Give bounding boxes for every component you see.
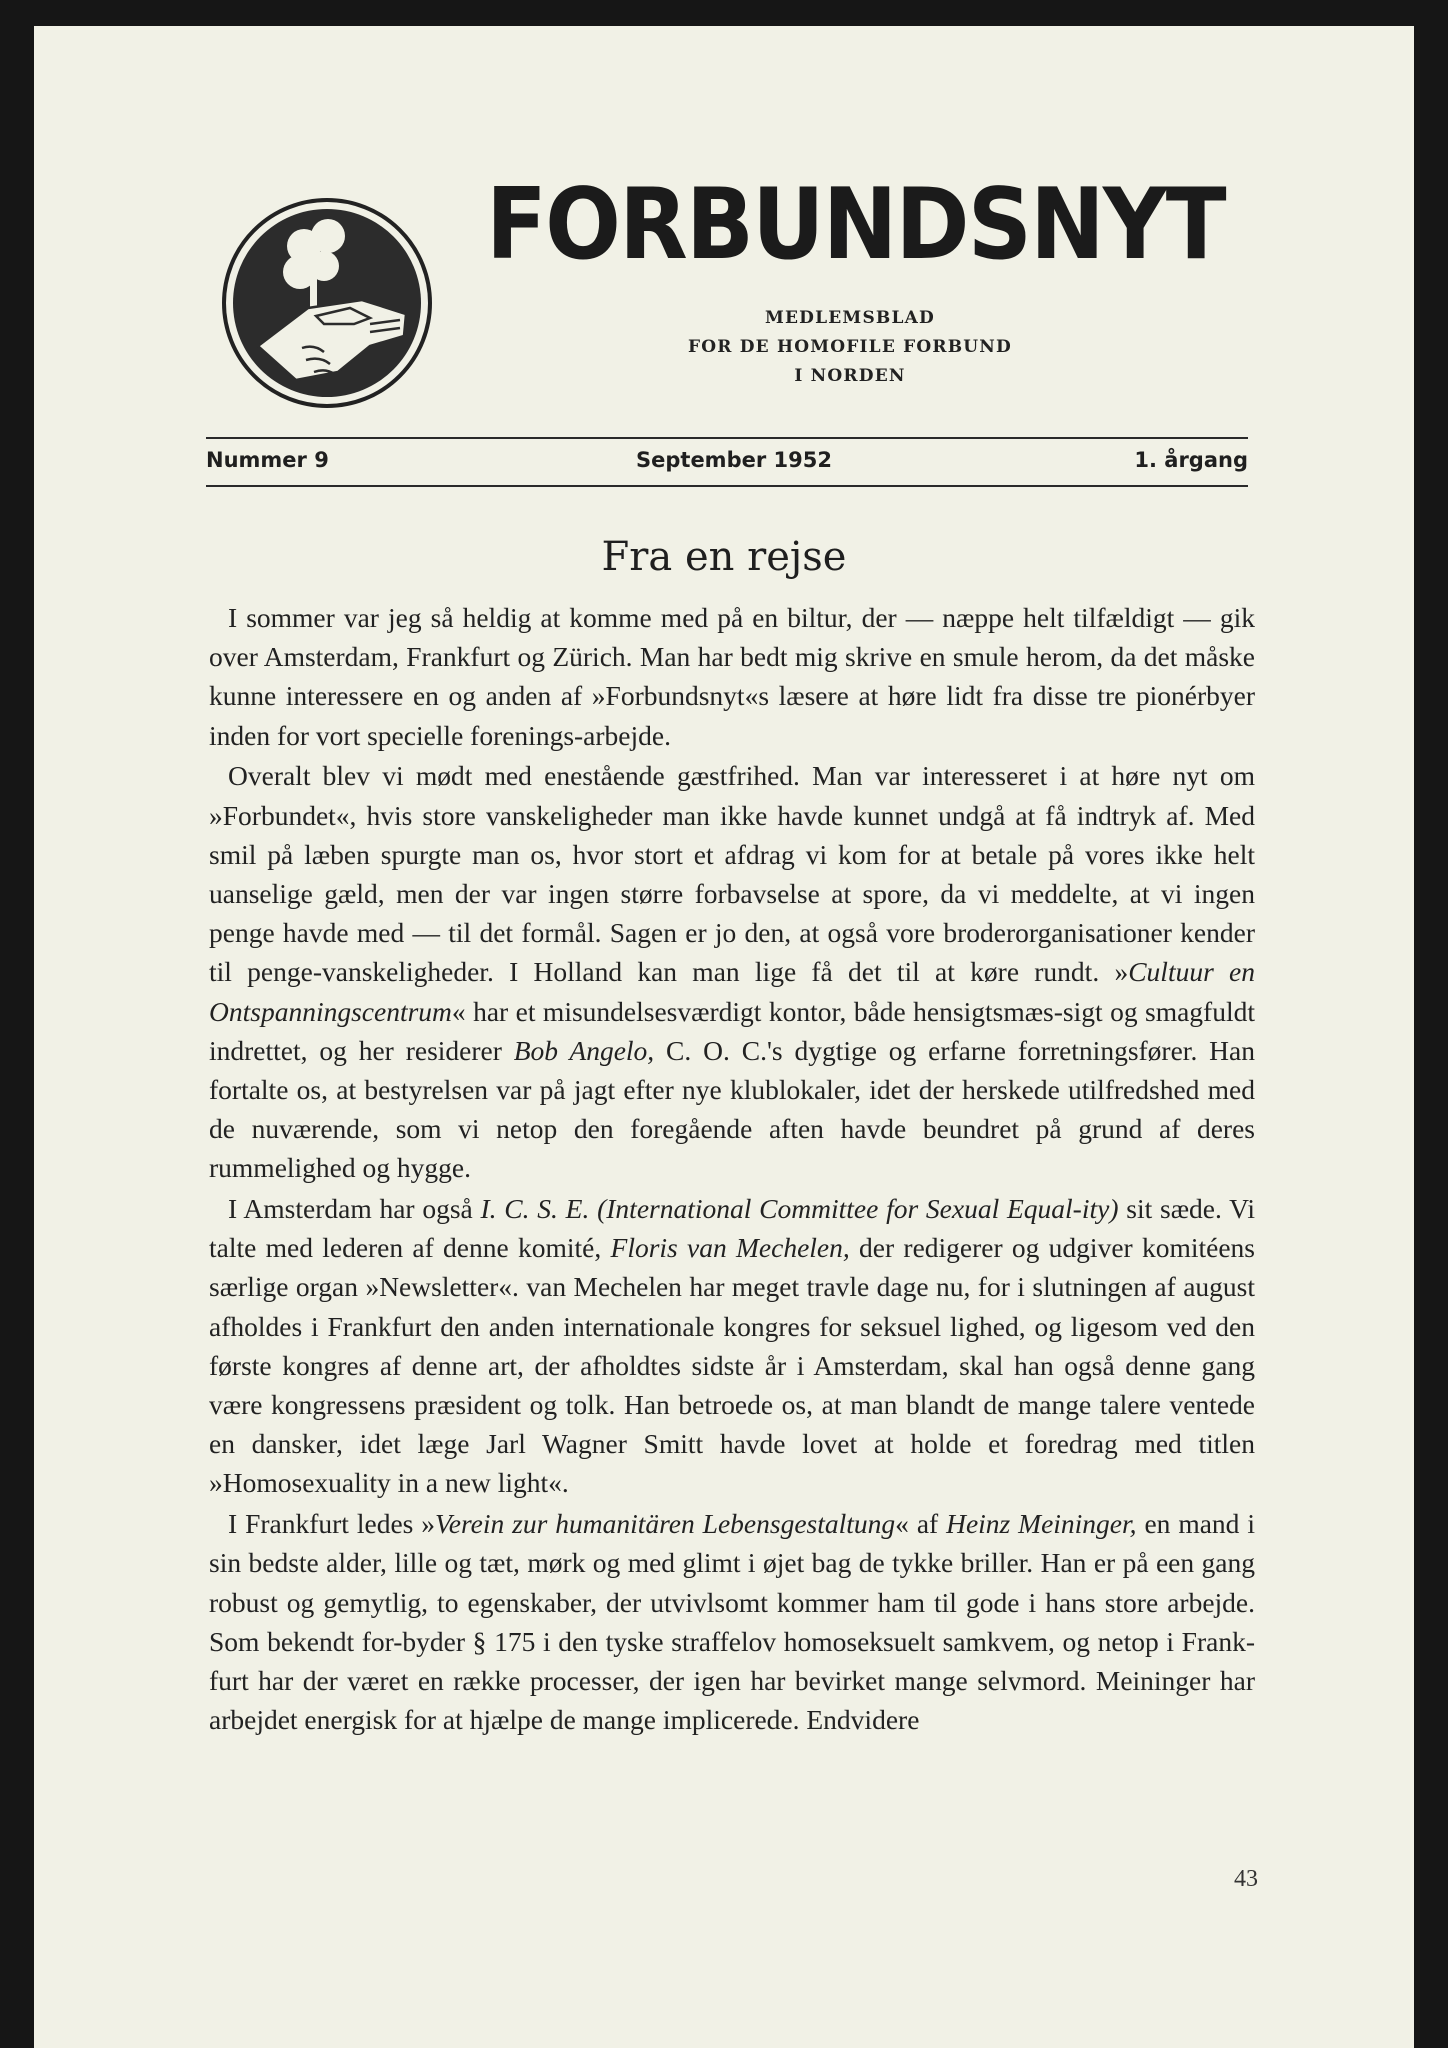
paragraph-text: Overalt blev vi mødt med enestående gæstfrihed. Man var interesseret i at høre nyt om »Forbundet«, hvis store vanskeligheder man ikke havde kunnet undgå at få indtryk af. Med smil på læben spurgte man os, hvor stort et afdrag vi kom for at betale på vores ikke helt uanselige gæld, men der var ingen større forbavselse at spore, da vi meddelte, at vi ingen penge havde med — til det formål. Sagen er jo den, at også vore broderorganisationer kender til penge-vanskeligheder. I Holland kan man lige få det til at køre rundt. »	[209, 760, 1255, 988]
issue-volume: 1. årgang	[1134, 448, 1248, 472]
paragraph-text: I sommer var jeg så heldig at komme med på en biltur, der — næppe helt tilfældigt — gik over Amsterdam, Frankfurt og Zürich. Man har bedt mig skrive en smule herom, da det måske kunne interessere en og anden af »Forbundsnyt«s læsere at høre lidt fra disse tre pionérbyer inden for vort specielle forenings-arbejde.	[209, 602, 1255, 751]
article-paragraph	[209, 1504, 1255, 1739]
masthead-bottom-rule	[206, 485, 1248, 487]
issue-number: Nummer 9	[206, 448, 329, 472]
subtitle-line: I NORDEN	[794, 366, 906, 386]
paragraph-text: en mand i sin bedste alder, lille og tæt, mørk og med glimt i øjet bag de tykke briller. Han er på een gang robust og gemytlig, to egenskaber, der utvivlsomt kommer ham til gode i hans store arbejde. Som bekendt for-byder § 175 i den tyske straffelov homoseksuelt samkvem, og netop i Frank-furt har der været en række processer, der igen har bevirket mange selvmord. Meininger har arbejdet energisk for at hjælpe de mange implicerede. Endvidere	[209, 1508, 1255, 1736]
paragraph-text: sit sæde. Vi talte med lederen af denne komité,	[209, 1193, 1255, 1264]
article-paragraph	[209, 756, 1255, 1187]
clover-handshake-emblem-icon	[220, 196, 434, 410]
paragraph-text: C. O. C.'s dygtige og erfarne forretningsfører. Han fortalte os, at bestyrelsen var på jagt efter nye klublokaler, idet der herskede utilfredshed med de nuværende, som vi netop den foregående aften havde beundret på grund af deres rummelighed og hygge.	[209, 1034, 1255, 1184]
article-body	[209, 598, 1255, 1741]
italic-text: Cultuur en Ontspanningscentrum	[209, 956, 1256, 1027]
paragraph-text: der redigerer og udgiver komitéens særlige organ »Newsletter«. van Mechelen har meget travle dage nu, for i slutningen af august afholdes i Frankfurt den anden internationale kongres for seksuel lighed, og ligesom ved den første kongres af denne art, der afholdtes sidste år i Amsterdam, skal han også denne gang være kongressens præsident og tolk. Han betroede os, at man blandt de mange talere ventede en dansker, idet læge Jarl Wagner Smitt havde lovet at holde et foredrag med titlen »Homosexuality in a new light«.	[209, 1232, 1255, 1499]
paragraph-text: I Amsterdam har også	[228, 1193, 481, 1225]
subtitle-line: MEDLEMSBLAD	[765, 308, 935, 328]
masthead-top-rule	[206, 437, 1248, 439]
page-number: 43	[1234, 1866, 1258, 1892]
italic-text: Heinz Meininger,	[946, 1508, 1137, 1540]
italic-text: I. C. S. E. (International Committee for Sexual Equal-ity)	[480, 1193, 1119, 1225]
italic-text: Verein zur humanitären Lebensgestaltung	[435, 1508, 896, 1540]
paragraph-text: I Frankfurt ledes »	[228, 1508, 436, 1540]
paragraph-text: « af	[895, 1508, 947, 1540]
masthead-subtitle	[620, 304, 1080, 391]
italic-text: Bob Angelo,	[513, 1034, 655, 1066]
article-paragraph	[209, 1189, 1255, 1503]
issue-bar	[206, 444, 1248, 478]
paragraph-text: « har et misundelsesværdigt kontor, både hensigtsmæs-sigt og smagfuldt indrettet, og her residerer	[209, 995, 1255, 1066]
subtitle-line: FOR DE HOMOFILE FORBUND	[688, 337, 1012, 357]
italic-text: Floris van Mechelen,	[610, 1232, 850, 1264]
issue-date: September 1952	[636, 448, 832, 472]
article-heading: Fra en rejse	[601, 534, 847, 580]
article-paragraph	[209, 598, 1255, 755]
masthead-title: FORBUNDSNYT	[486, 168, 1225, 282]
